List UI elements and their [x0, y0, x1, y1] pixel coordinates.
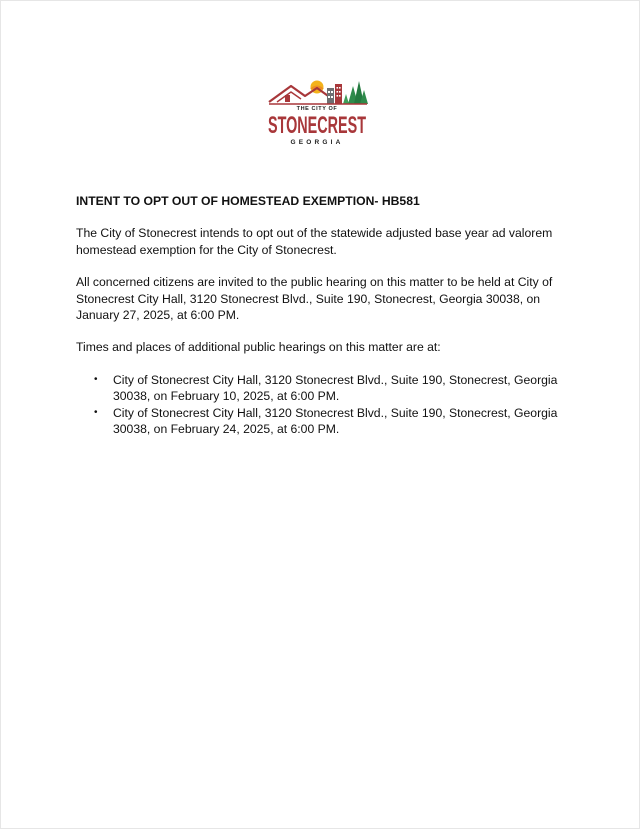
- hearings-list: [76, 372, 566, 438]
- notice-body: [76, 193, 566, 437]
- buildings-icon: [327, 84, 342, 104]
- bullet-icon: •: [94, 373, 98, 385]
- city-of-stonecrest-logo: [265, 78, 369, 148]
- hearing-text: City of Stonecrest City Hall, 3120 Stonecrest Blvd., Suite 190, Stonecrest, Georgia 30038, on February 10, 2025, at 6:00 PM.: [113, 372, 558, 404]
- hearing-text: City of Stonecrest City Hall, 3120 Stonecrest Blvd., Suite 190, Stonecrest, Georgia 30038, on February 24, 2025, at 6:00 PM.: [113, 405, 558, 437]
- notice-paragraph-additional: Times and places of additional public hearings on this matter are at:: [76, 340, 441, 355]
- logo-graphic: [265, 78, 369, 148]
- logo-tagline-bottom: GEORGIA: [290, 139, 344, 146]
- trees-icon: [343, 81, 368, 104]
- notice-heading: INTENT TO OPT OUT OF HOMESTEAD EXEMPTION- HB581: [76, 194, 420, 208]
- logo-tagline-top: THE CITY OF: [296, 106, 338, 112]
- bullet-icon: •: [94, 406, 98, 418]
- notice-paragraph-hearing: All concerned citizens are invited to the public hearing on this matter to be held at City of Stonecrest City Hall, 3120 Stonecrest Blvd., Suite 190, Stonecrest, Georgia 30038, on January 27, 2025, at 6:00 PM.: [76, 275, 553, 323]
- list-item: [76, 372, 566, 405]
- logo-wordmark: STONECREST: [268, 112, 367, 139]
- list-item: [76, 405, 566, 438]
- notice-paragraph-intent: The City of Stonecrest intends to opt out of the statewide adjusted base year ad valorem homestead exemption for the City of Stonecrest.: [76, 226, 553, 257]
